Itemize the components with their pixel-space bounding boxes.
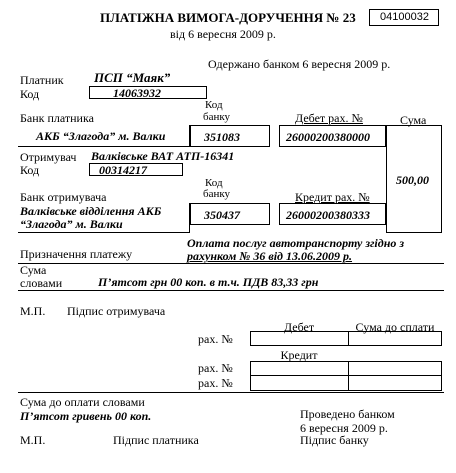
credit-label: Кредит рах. № [295,190,370,204]
recipient-stamp: М.П. [20,304,46,318]
debit-account: 26000200380000 [286,130,370,144]
payer-bank-name-box [18,125,190,147]
table-debit-divider [348,331,349,346]
table-bottom-rule [18,392,444,393]
recipient-signature-label: Підпис отримувача [67,304,166,318]
recipient-bank-label: Банк отримувача [20,190,107,204]
amount-value: 500,00 [396,173,429,187]
payer-code-box [89,86,207,99]
payer-code: 14063932 [113,86,161,100]
payer-bank-code-label-2: банку [203,111,231,123]
table-debit-row-label: рах. № [198,332,233,346]
recipient-bank-name-line2: “Злагода” м. Валки [20,217,123,231]
payment-words-value: П’ятсот гривень 00 коп. [20,409,152,423]
purpose-line1: Оплата послуг автотранспорту згідно з [187,236,405,250]
payer-bank-name: АКБ “Злагода” м. Валки [36,129,166,143]
amount-words-label-1: Сума [20,263,47,277]
credit-account-box [279,203,386,225]
recipient-label: Отримувач [20,150,77,164]
table-credit-row-divider [250,375,442,376]
recipient-code-label: Код [20,163,40,177]
payer-bank-code-box [190,125,270,147]
document-date: від 6 вересня 2009 р. [170,27,276,41]
bank-signature-label: Підпис банку [300,433,369,447]
payer-name: ПСП “Маяк” [94,70,171,85]
form-code: 04100032 [380,11,429,23]
table-sum-header: Сума до сплати [355,320,435,334]
recipient-bank-name-box [18,203,190,233]
amount-words-underline [18,290,444,291]
processed-date: 6 вересня 2009 р. [300,421,388,435]
recipient-code-box [89,163,183,176]
recipient-bank-code-label: Код [205,177,223,189]
purpose-line2: рахунком № 36 від 13.06.2009 р. [187,249,353,263]
payer-bank-label: Банк платника [20,111,94,125]
table-credit-col-divider [348,361,349,391]
recipient-bank-code-box [190,203,270,225]
payer-bank-code: 351083 [204,130,240,144]
document-title: ПЛАТІЖНА ВИМОГА-ДОРУЧЕННЯ № 23 [100,10,356,25]
table-credit-header: Кредит [280,348,318,362]
amount-words-value: П’ятсот грн 00 коп. в т.ч. ПДВ 83,33 грн [98,275,319,289]
purpose-underline [18,263,444,264]
recipient-bank-code: 350437 [204,208,240,222]
payment-words-label: Сума до оплати словами [20,395,145,409]
recipient-code: 00314217 [99,163,147,177]
recipient-bank-name-line1: Валківське відділення АКБ [20,204,162,218]
purpose-label: Призначення платежу [20,247,133,261]
payer-stamp: М.П. [20,433,46,447]
recipient-name: Валківське ВАТ АТП-16341 [91,149,235,163]
credit-account: 26000200380333 [286,208,370,222]
table-credit-row1-label: рах. № [198,361,233,375]
recipient-bank-code-label-2: банку [203,188,231,200]
payer-bank-code-label: Код [205,99,223,111]
table-debit-row [250,331,442,346]
table-credit-row2-label: рах. № [198,376,233,390]
table-debit-header: Дебет [283,320,315,334]
payer-label: Платник [20,73,64,87]
debit-account-box [279,125,386,147]
amount-box [386,125,442,233]
payer-code-label: Код [20,87,40,101]
debit-label: Дебет рах. № [295,111,363,125]
amount-words-label-2: словами [20,276,63,290]
form-code-box [369,9,439,26]
received-by-bank: Одержано банком 6 вересня 2009 р. [208,57,391,71]
table-credit-rows [250,361,442,391]
processed-by-bank: Проведено банком [300,407,395,421]
payer-signature-label: Підпис платника [113,433,199,447]
amount-label: Сума [400,113,427,127]
